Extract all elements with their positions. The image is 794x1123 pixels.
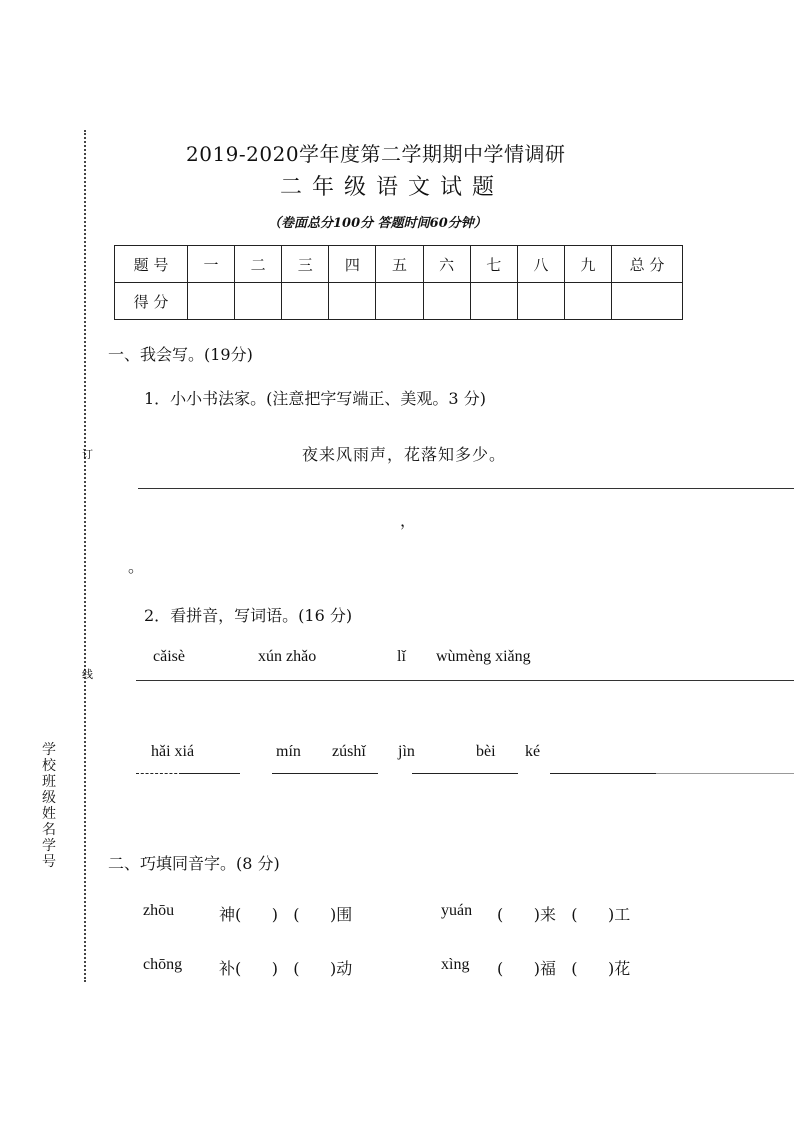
- score-cell[interactable]: [564, 283, 611, 320]
- exam-note: （卷面总分100分 答题时间60分钟）: [268, 216, 487, 231]
- score-col-7: 七: [470, 246, 517, 283]
- score-col-9: 九: [564, 246, 611, 283]
- score-col-3: 三: [282, 246, 329, 283]
- section-1-heading: 一、我会写。(19分): [108, 345, 253, 364]
- answer-blank[interactable]: [182, 773, 240, 774]
- pinyin-word: lǐ: [397, 648, 406, 665]
- score-table-score-row: [115, 283, 683, 320]
- score-col-2: 二: [235, 246, 282, 283]
- pinyin-word: jìn: [398, 743, 415, 760]
- pinyin-word: mín: [276, 743, 301, 760]
- writing-line-2[interactable]: [136, 680, 794, 681]
- poem-line: 夜来风雨声，花落知多少。: [302, 445, 507, 464]
- score-cell[interactable]: [235, 283, 282, 320]
- homophone-blanks[interactable]: ( )福 ( )花: [497, 959, 631, 978]
- binding-mark-xian: 线: [82, 668, 93, 681]
- question-1-prompt: 1．小小书法家。(注意把字写端正、美观。3 分): [144, 389, 486, 408]
- pinyin-word: wùmèng xiǎng: [436, 648, 531, 665]
- pinyin-word: ké: [525, 743, 541, 760]
- writing-line-3[interactable]: [656, 773, 794, 774]
- comma-mark: ，: [400, 511, 417, 530]
- pinyin-word: cǎisè: [153, 648, 185, 665]
- score-col-1: 一: [188, 246, 235, 283]
- score-cell[interactable]: [470, 283, 517, 320]
- question-2-prompt: 2．看拼音，写词语。(16 分): [144, 606, 353, 625]
- homophone-pinyin: xìng: [441, 956, 470, 973]
- homophone-blanks[interactable]: 神( ) ( )围: [219, 905, 353, 924]
- score-table-header-row: [115, 246, 683, 283]
- score-table: [114, 245, 683, 320]
- exam-subtitle: 二年级语文试题: [280, 175, 505, 200]
- binding-dotted-line: [84, 130, 86, 982]
- answer-blank[interactable]: [550, 773, 656, 774]
- score-cell[interactable]: [329, 283, 376, 320]
- score-col-6: 六: [423, 246, 470, 283]
- writing-line-1[interactable]: [138, 488, 794, 489]
- score-col-4: 四: [329, 246, 376, 283]
- section-2-heading: 二、巧填同音字。(8 分): [108, 854, 280, 873]
- answer-blank[interactable]: [412, 773, 518, 774]
- score-cell[interactable]: [188, 283, 235, 320]
- score-col-5: 五: [376, 246, 423, 283]
- score-cell[interactable]: [517, 283, 564, 320]
- period-mark: 。: [128, 557, 145, 576]
- score-table-row-label: 题 号: [115, 246, 188, 283]
- homophone-pinyin: chōng: [143, 956, 183, 973]
- binding-mark-ding: 订: [82, 448, 93, 461]
- pinyin-word: xún zhǎo: [258, 648, 317, 665]
- homophone-blanks[interactable]: 补( ) ( )动: [219, 959, 353, 978]
- score-cell[interactable]: [376, 283, 423, 320]
- pinyin-word: hǎi xiá: [151, 743, 195, 760]
- answer-blank[interactable]: [272, 773, 378, 774]
- homophone-pinyin: zhōu: [143, 902, 175, 919]
- score-table-row-label: 得 分: [115, 283, 188, 320]
- score-cell[interactable]: [282, 283, 329, 320]
- exam-title: 2019-2020学年度第二学期期中学情调研: [186, 142, 566, 166]
- score-cell-total[interactable]: [612, 283, 683, 320]
- answer-blank-dashed[interactable]: [136, 773, 182, 774]
- pinyin-word: bèi: [476, 743, 496, 760]
- score-col-8: 八: [517, 246, 564, 283]
- homophone-blanks[interactable]: ( )来 ( )工: [497, 905, 631, 924]
- score-cell[interactable]: [423, 283, 470, 320]
- student-info-label: 学校班级姓名学号: [42, 742, 56, 870]
- homophone-pinyin: yuán: [441, 902, 473, 919]
- score-col-total: 总 分: [612, 246, 683, 283]
- pinyin-word: zúshǐ: [332, 743, 366, 760]
